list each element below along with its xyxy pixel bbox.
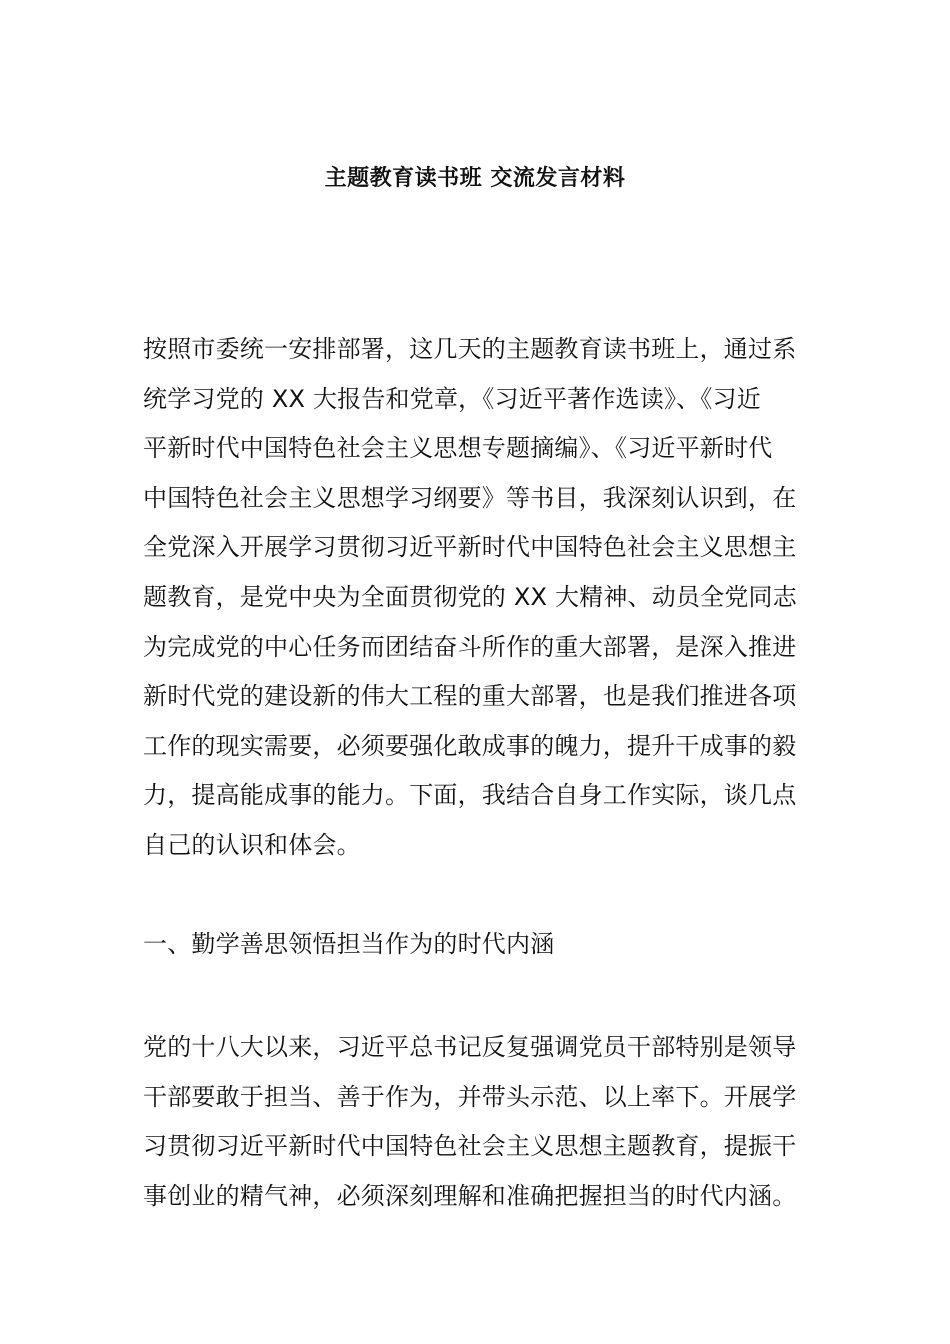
- section-heading: 一、勤学善思领悟担当作为的时代内涵: [143, 930, 555, 958]
- text-line: 统学习党的 XX 大报告和党章，《习近平著作选读》、《习近: [143, 384, 761, 413]
- text-line: 力，提高能成事的能力。下面，我结合自身工作实际，谈几点: [143, 781, 797, 810]
- text-line: 为完成党的中心任务而团结奋斗所作的重大部署，是深入推进: [143, 632, 797, 661]
- text-line: 按照市委统一安排部署，这几天的主题教育读书班上，通过系: [143, 335, 797, 363]
- document-title: 主题教育读书班 交流发言材料: [324, 166, 626, 191]
- text-line: 新时代党的建设新的伟大工程的重大部署，也是我们推进各项: [143, 682, 797, 711]
- text-line: 全党深入开展学习贯彻习近平新时代中国特色社会主义思想主: [143, 533, 797, 562]
- text-line: 题教育，是党中央为全面贯彻党的 XX 大精神、动员全党同志: [143, 582, 797, 611]
- text-line: 自己的认识和体会。: [143, 830, 361, 859]
- paragraph-intro: [143, 325, 813, 871]
- text-line: 习贯彻习近平新时代中国特色社会主义思想主题教育，提振干: [143, 1132, 797, 1161]
- text-line: 平新时代中国特色社会主义思想专题摘编》、《习近平新时代: [143, 434, 773, 463]
- text-line: 干部要敢于担当、善于作为，并带头示范、以上率下。开展学: [143, 1082, 797, 1111]
- text-line: 党的十八大以来，习近平总书记反复强调党员干部特别是领导: [143, 1033, 797, 1061]
- text-line: 工作的现实需要，必须要强化敢成事的魄力，提升干成事的毅: [143, 731, 797, 760]
- text-line: 事创业的精气神，必须深刻理解和准确把握担当的时代内涵。: [143, 1181, 797, 1210]
- paragraph-section-1: [143, 1023, 813, 1221]
- text-line: 中国特色社会主义思想学习纲要》等书目，我深刻认识到，在: [143, 483, 797, 512]
